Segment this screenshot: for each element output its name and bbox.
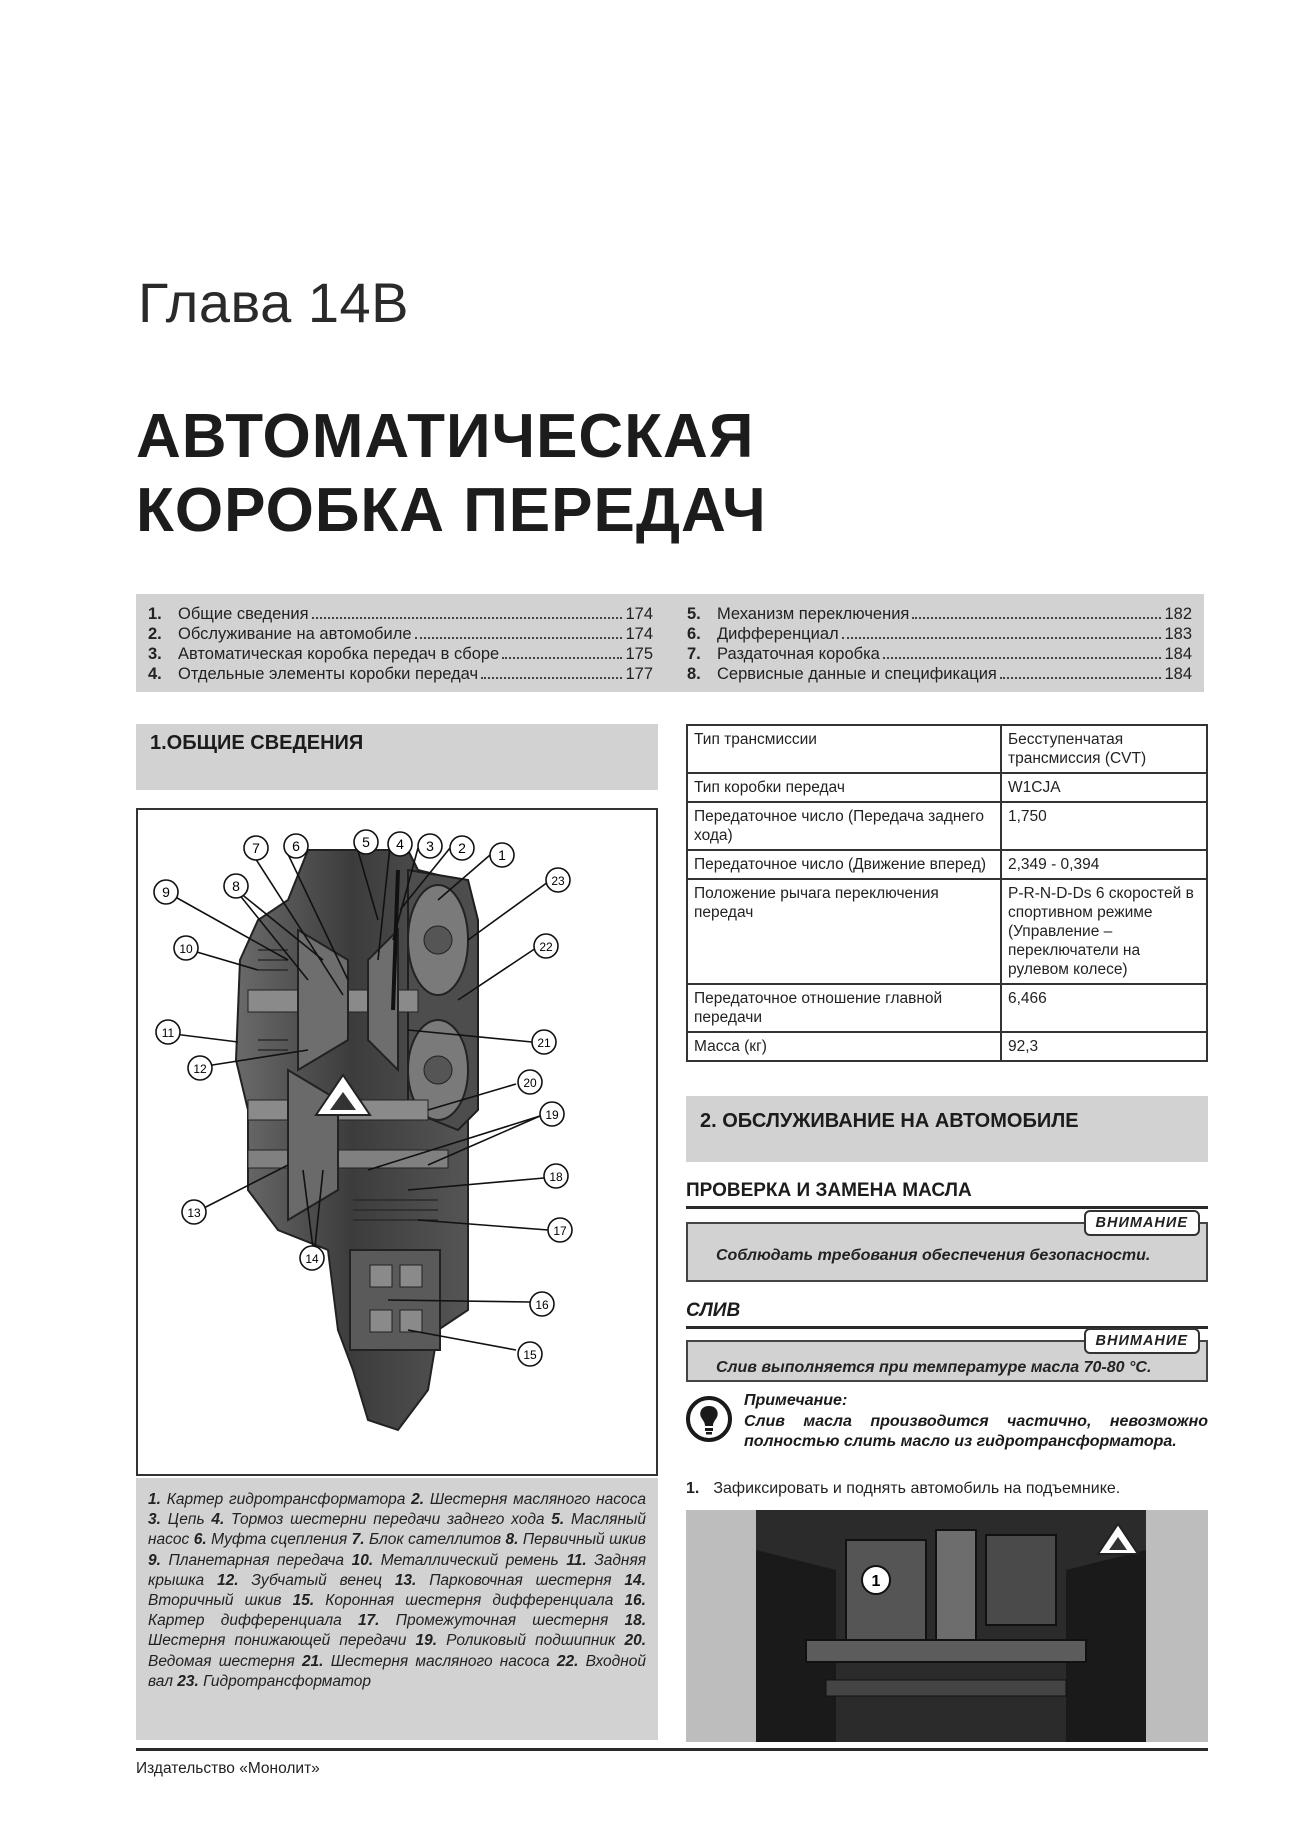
footer-rule — [136, 1748, 1208, 1751]
callout-9 — [154, 880, 178, 904]
toc-page: 174 — [625, 605, 653, 623]
legend-entry: 16. Картер дифференциала — [148, 1592, 646, 1630]
callout-3 — [418, 834, 442, 858]
spec-value: Бесступенчатая трансмиссия (CVT) — [1001, 725, 1207, 773]
spec-value: 1,750 — [1001, 802, 1207, 850]
toc-column-left — [148, 604, 653, 684]
toc-num: 7. — [687, 645, 701, 663]
svg-text:1: 1 — [498, 847, 506, 863]
toc-dots — [415, 637, 623, 639]
toc-dots — [912, 617, 1161, 619]
legend-entry: 10. Металлический ремень — [351, 1551, 559, 1569]
oil-check-heading: ПРОВЕРКА И ЗАМЕНА МАСЛА — [686, 1180, 972, 1201]
figure-legend — [136, 1478, 658, 1740]
table-row — [687, 1032, 1207, 1061]
toc-item[interactable] — [148, 604, 653, 624]
toc-page: 182 — [1164, 605, 1192, 623]
svg-text:2: 2 — [458, 840, 466, 856]
legend-entry: 22. Входной вал — [148, 1652, 646, 1690]
legend-entry: 17. Промежуточная шестерня — [357, 1612, 609, 1630]
toc-num: 8. — [687, 665, 701, 683]
toc-text: Общие сведения — [178, 605, 309, 623]
heading-rule — [686, 1206, 1208, 1209]
toc-text: Автоматическая коробка передач в сборе — [178, 645, 500, 663]
toc-dots — [1000, 677, 1162, 679]
callout-14 — [300, 1246, 324, 1270]
toc-page: 184 — [1164, 665, 1192, 683]
callout-11 — [156, 1020, 180, 1044]
legend-entry: 7. Блок сателлитов — [351, 1531, 502, 1549]
transmission-cutaway-drawing — [138, 810, 656, 1474]
svg-text:18: 18 — [549, 1170, 563, 1184]
legend-entry: 9. Планетарная передача — [148, 1551, 345, 1569]
svg-text:23: 23 — [551, 874, 565, 888]
svg-text:8: 8 — [232, 878, 240, 894]
toc-item[interactable] — [148, 624, 653, 644]
callout-1 — [490, 843, 514, 867]
svg-text:10: 10 — [179, 942, 193, 956]
svg-text:17: 17 — [553, 1224, 567, 1238]
spec-key: Положение рычага переключения передач — [687, 879, 1001, 984]
svg-text:20: 20 — [523, 1076, 537, 1090]
toc-item[interactable] — [687, 624, 1192, 644]
table-row — [687, 725, 1207, 773]
toc-num: 1. — [148, 605, 162, 623]
page-title — [136, 400, 767, 548]
note-title: Примечание: — [744, 1392, 848, 1409]
section-1-heading: 1.ОБЩИЕ СВЕДЕНИЯ — [136, 724, 658, 790]
drain-heading: СЛИВ — [686, 1300, 741, 1321]
toc-page: 184 — [1164, 645, 1192, 663]
spec-value: P-R-N-D-Ds 6 скоростей в спортивном режиме (Управление – переключатели на рулевом колесе) — [1001, 879, 1207, 984]
svg-text:9: 9 — [162, 884, 170, 900]
svg-text:15: 15 — [523, 1348, 537, 1362]
spec-value: 2,349 - 0,394 — [1001, 850, 1207, 879]
legend-entry: 11. Задняя крышка — [148, 1551, 647, 1589]
callout-5 — [354, 830, 378, 854]
callout-22 — [534, 934, 558, 958]
svg-text:11: 11 — [161, 1026, 175, 1040]
toc-dots — [481, 677, 622, 679]
step-text: Зафиксировать и поднять автомобиль на подъемнике. — [713, 1480, 1121, 1497]
legend-entry: 8. Первичный шкив — [505, 1531, 646, 1549]
legend-entry: 15. Коронная шестерня дифференциала — [292, 1592, 614, 1610]
spec-value: 6,466 — [1001, 984, 1207, 1032]
callout-6 — [284, 834, 308, 858]
spec-value: W1CJA — [1001, 773, 1207, 802]
table-of-contents — [136, 594, 1204, 692]
note-text: Слив масла производится частично, невозможно полностью слить масло из гидротрансформатора. — [744, 1413, 1208, 1450]
spec-table — [686, 724, 1208, 1062]
callout-20 — [518, 1070, 542, 1094]
toc-item[interactable] — [148, 664, 653, 684]
legend-entry: 19. Роликовый подшипник — [415, 1632, 616, 1650]
legend-entry: 4. Тормоз шестерни передачи заднего хода — [211, 1511, 545, 1529]
svg-text:3: 3 — [426, 838, 434, 854]
toc-page: 175 — [625, 645, 653, 663]
svg-text:7: 7 — [252, 840, 260, 856]
step-number: 1. — [686, 1480, 700, 1497]
toc-text: Дифференциал — [717, 625, 839, 643]
callout-17 — [548, 1218, 572, 1242]
callout-4 — [388, 832, 412, 856]
svg-text:4: 4 — [396, 836, 404, 852]
spec-key: Передаточное число (Передача заднего хода) — [687, 802, 1001, 850]
section-2-heading: 2. ОБСЛУЖИВАНИЕ НА АВТОМОБИЛЕ — [686, 1096, 1208, 1162]
transmission-figure — [136, 808, 658, 1476]
legend-entry: 1. Картер гидротрансформатора — [148, 1491, 406, 1508]
toc-item[interactable] — [148, 644, 653, 664]
spec-key: Масса (кг) — [687, 1032, 1001, 1061]
callout-10 — [174, 936, 198, 960]
toc-num: 2. — [148, 625, 162, 643]
legend-entry: 2. Шестерня масляного насоса — [411, 1491, 647, 1508]
publisher-footer: Издательство «Монолит» — [136, 1760, 320, 1777]
toc-text: Обслуживание на автомобиле — [178, 625, 412, 643]
warning-text: Соблюдать требования обеспечения безопасности. — [716, 1247, 1151, 1264]
toc-page: 177 — [625, 665, 653, 683]
toc-dots — [312, 617, 623, 619]
table-row — [687, 773, 1207, 802]
toc-item[interactable] — [687, 664, 1192, 684]
svg-text:14: 14 — [305, 1252, 319, 1266]
svg-text:21: 21 — [537, 1036, 551, 1050]
callout-7 — [244, 836, 268, 860]
legend-entry: 14. Вторичный шкив — [148, 1571, 646, 1610]
table-row — [687, 850, 1207, 879]
toc-num: 6. — [687, 625, 701, 643]
legend-entry: 6. Муфта сцепления — [193, 1531, 348, 1549]
vehicle-underbody-drawing — [686, 1510, 1208, 1742]
title-line-1: АВТОМАТИЧЕСКАЯ — [136, 402, 755, 471]
svg-text:22: 22 — [539, 940, 553, 954]
toc-page: 174 — [625, 625, 653, 643]
toc-page: 183 — [1164, 625, 1192, 643]
lightbulb-icon — [686, 1396, 732, 1442]
toc-num: 4. — [148, 665, 162, 683]
callout-19 — [540, 1102, 564, 1126]
warning-text: Слив выполняется при температуре масла 70-80 °С. — [716, 1359, 1152, 1376]
svg-text:19: 19 — [545, 1108, 559, 1122]
table-row — [687, 802, 1207, 850]
callout-18 — [544, 1164, 568, 1188]
svg-text:16: 16 — [535, 1298, 549, 1312]
legend-entry: 23. Гидротрансформатор — [177, 1672, 371, 1690]
callout-15 — [518, 1342, 542, 1366]
spec-key: Передаточное отношение главной передачи — [687, 984, 1001, 1032]
legend-entry: 20. Ведомая шестерня — [148, 1632, 647, 1670]
legend-entry: 3. Цепь — [148, 1511, 205, 1529]
legend-entry: 18. Шестерня понижающей передачи — [148, 1612, 647, 1650]
legend-entry: 13. Парковочная шестерня — [394, 1571, 612, 1589]
toc-text: Раздаточная коробка — [717, 645, 880, 663]
photo-marker-label: 1 — [871, 1573, 881, 1590]
svg-text:12: 12 — [193, 1062, 207, 1076]
legend-entry: 21. Шестерня масляного насоса — [301, 1652, 550, 1670]
toc-text: Сервисные данные и спецификация — [717, 665, 997, 683]
legend-entry: 12. Зубчатый венец — [216, 1571, 382, 1589]
callout-8 — [224, 874, 248, 898]
toc-num: 5. — [687, 605, 701, 623]
callout-2 — [450, 836, 474, 860]
svg-text:13: 13 — [187, 1206, 201, 1220]
spec-key: Передаточное число (Движение вперед) — [687, 850, 1001, 879]
warning-badge: ВНИМАНИЕ — [1084, 1210, 1201, 1236]
warning-box-safety — [686, 1215, 1208, 1282]
toc-text: Механизм переключения — [717, 605, 910, 623]
toc-dots — [883, 657, 1162, 659]
underbody-photo — [686, 1510, 1208, 1742]
title-line-2: КОРОБКА ПЕРЕДАЧ — [136, 476, 767, 545]
legend-entry: 5. Масляный насос — [148, 1511, 647, 1549]
step-item — [686, 1480, 1208, 1498]
spec-key: Тип коробки передач — [687, 773, 1001, 802]
spec-key: Тип трансмиссии — [687, 725, 1001, 773]
spec-value: 92,3 — [1001, 1032, 1207, 1061]
callout-13 — [182, 1200, 206, 1224]
toc-dots — [842, 637, 1162, 639]
svg-text:6: 6 — [292, 838, 300, 854]
callout-21 — [532, 1030, 556, 1054]
table-row — [687, 984, 1207, 1032]
toc-text: Отдельные элементы коробки передач — [178, 665, 479, 683]
toc-column-right — [687, 604, 1192, 684]
chapter-label: Глава 14В — [138, 271, 409, 334]
toc-num: 3. — [148, 645, 162, 663]
toc-dots — [502, 657, 622, 659]
warning-badge: ВНИМАНИЕ — [1084, 1328, 1201, 1354]
svg-text:5: 5 — [362, 834, 370, 850]
callout-16 — [530, 1292, 554, 1316]
callout-23 — [546, 868, 570, 892]
note-block — [686, 1392, 1208, 1456]
toc-item[interactable] — [687, 644, 1192, 664]
callout-12 — [188, 1056, 212, 1080]
table-row — [687, 879, 1207, 984]
toc-item[interactable] — [687, 604, 1192, 624]
warning-box-temperature — [686, 1333, 1208, 1382]
